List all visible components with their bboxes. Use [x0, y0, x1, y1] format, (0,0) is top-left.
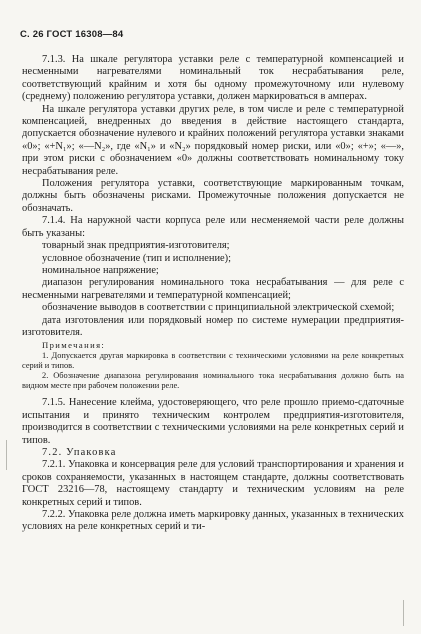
notes-title: Примечания:: [42, 340, 106, 351]
note-item: 2. Обозначение диапазона регулирования номинального тока несрабатывания должно быть на видном месте при рабочем положении реле.: [22, 370, 404, 390]
paragraph-7-2-1: 7.2.1. Упаковка и консервация реле для условий транспортирования и хранения и сроков сохраняемости, указанных в настоящем стандарте, должны соответствовать ГОСТ 23216—78, настоящему стандарту и техническим условиям на реле конкретных серий и типов.: [22, 459, 404, 508]
paragraph-7-1-5: 7.1.5. Нанесение клейма, удостоверяющего, что реле прошло приемо-сдаточные испытания и принято техническим контролем предприятия-изготовителя, производится в соответствии с техническими условиями на реле конкретных серий и типов.: [22, 397, 404, 446]
list-item-trademark: товарный знак предприятия-изготовителя;: [42, 240, 230, 252]
margin-line: [403, 600, 404, 626]
margin-line: [6, 440, 7, 470]
page-header: С. 26 ГОСТ 16308—84: [20, 29, 124, 40]
paragraph-7-1-4: 7.1.4. На наружной части корпуса реле или несменяемой части реле должны быть указаны:: [22, 215, 404, 239]
section-heading-packaging: 7.2. Упаковка: [42, 446, 117, 458]
list-item-terminals: обозначение выводов в соответствии с принципиальной электрической схемой;: [42, 302, 395, 314]
list-item-current-range: диапазон регулирования номинального тока несрабатывания — для реле с несменными нагревателями и температурной компенсацией;: [22, 277, 404, 301]
list-item-voltage: номинальное напряжение;: [42, 264, 159, 276]
document-body: [22, 54, 404, 534]
paragraph-risk-positions: Положения регулятора уставки, соответствующие маркированным точкам, должны быть обозначены рисками. Промежуточные положения допускается не обозначать.: [22, 178, 404, 214]
list-item-date: дата изготовления или порядковый номер по системе нумерации предприятия-изготовителя.: [22, 314, 404, 338]
paragraph-7-2-2: 7.2.2. Упаковка реле должна иметь маркировку данных, указанных в технических условиях на реле конкретных серий и ти-: [22, 508, 404, 533]
paragraph-scale-marks: На шкале регулятора уставки других реле, в том числе и реле с температурной компенсацией, внедренных до введения в действие настоящего стандарта, допускается обозначение нулевого и крайних положений регулятора уставки знаками «0»; «+N₁»; «—N₂», где «N₁» и «N₂» порядковый номер риски, или «0»; «+»; «—», при этом риски с обозначением «0» должны соответствовать номинальному току несрабатывания реле.: [22, 103, 404, 177]
notes-block: [22, 341, 404, 390]
list-item-designation: условное обозначение (тип и исполнение);: [42, 252, 231, 264]
paragraph-7-1-3: 7.1.3. На шкале регулятора уставки реле с температурной компенсацией и несменными нагревателями номинальный ток несрабатывания реле, соответствующий крайним и хотя бы одному промежуточному или нулевому (среднему) положению регулятора уставки, должен маркироваться в амперах.: [22, 54, 404, 103]
note-item: 1. Допускается другая маркировка в соответствии с техническими условиями на реле конкретных серий и типов.: [22, 351, 404, 370]
